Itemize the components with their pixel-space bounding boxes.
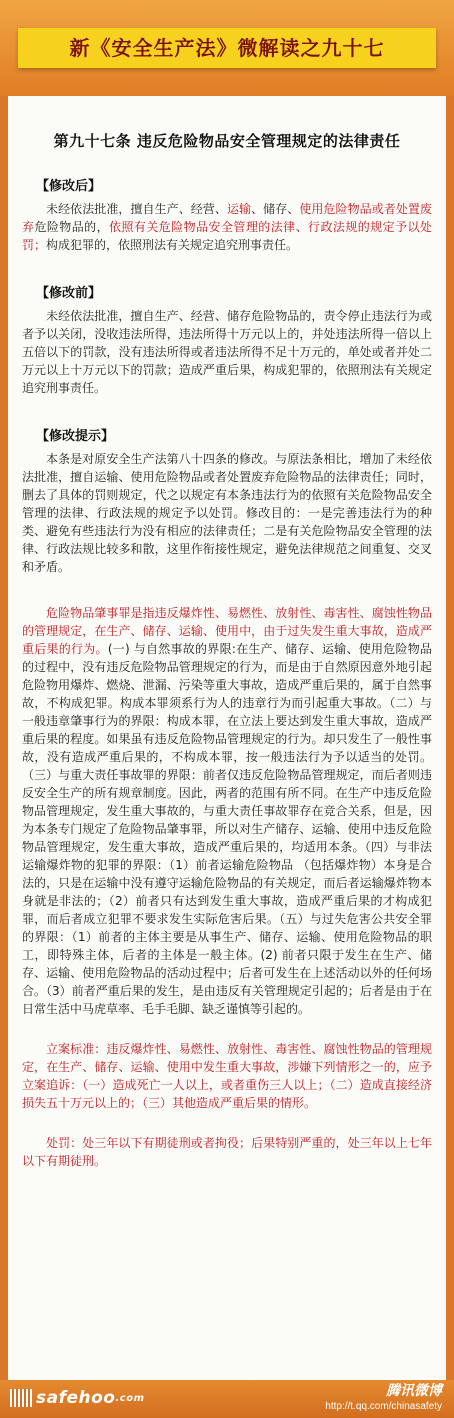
article-title: 第九十七条 违反危险物品安全管理规定的法律责任 bbox=[53, 132, 401, 150]
header-banner bbox=[0, 0, 454, 96]
paragraph-after bbox=[22, 200, 432, 254]
text-segment: 构成犯罪的，依照刑法有关规定追究刑事责任。 bbox=[46, 238, 299, 252]
paragraph-tips: 本条是对原安全生产法第八十四条的修改。与原法条相比，增加了未经依法批准，擅自运输、使用危险物品或者处置废弃危险物品的法律责任；同时，删去了具体的罚则规定，代之以规定有本条违法行为的依照有关危险物品安全管理的法律、行政法规的规定予以处罚。修改目的：一是完善违法行为的种类、避免有些违法行为没有相应的法律责任；二是有关危险物品安全管理的法律、行政法规比较多和散，这里作衔接性规定，避免法律规范之间重复、交叉和矛盾。 bbox=[22, 452, 432, 574]
text-segment: 危险物品的， bbox=[34, 220, 110, 234]
section-heading-tips: 【修改提示】 bbox=[36, 429, 115, 444]
weibo-block[interactable] bbox=[325, 1382, 442, 1414]
crime-definition-highlight: 危险物品肇事罪是指违反爆炸性、易燃性、放射性、毒害性、腐蚀性物品的管理规定，在生产、储存、运输、使用中，由于过失发生重大事故，造成严重后果的行为。 bbox=[22, 606, 432, 656]
section-heading-after: 【修改后】 bbox=[36, 179, 102, 194]
banner-title: 新《安全生产法》微解读之九十七 bbox=[18, 28, 436, 68]
logo-text: safehoo bbox=[36, 1388, 116, 1408]
paragraph-crime-definition bbox=[22, 604, 432, 1018]
paragraph-penalty: 处罚：处三年以下有期徒刑或者拘役；后果特别严重的，处三年以上七年以下有期徒刑。 bbox=[22, 1136, 432, 1168]
safehoo-logo[interactable] bbox=[10, 1386, 145, 1410]
weibo-name: 腾讯微博 bbox=[386, 1383, 442, 1399]
weibo-url[interactable]: http://t.qq.com/chinasafety bbox=[325, 1401, 442, 1412]
text-highlight: 依照有关危险物品安全管理的法律、行政法规的规定予以处罚； bbox=[22, 220, 432, 252]
text-segment: 未经依法批准，擅自生产、经营、 bbox=[46, 202, 227, 216]
article-content bbox=[8, 96, 446, 1380]
logo-stripes-icon bbox=[10, 1389, 32, 1407]
text-highlight: 使用危险物品或者处置废弃 bbox=[22, 202, 432, 234]
crime-definition-body: (一) 与自然事故的界限:在生产、储存、运输、使用危险物品的过程中，没有违反危险物品管理规定的行为，而是由于自然原因意外地引起危险物用爆炸、燃烧、泄漏、污染等重大事故，造成严重后果的，属于自然事故，不构成犯罪。构成本罪须系行为人的违章行为而引起重大事故。（二）与一般违章肇事行为的界限：构成本罪，在立法上要达到发生重大事故，造成严重后果的程度。如果虽有违反危险物品管理规定的行为。却只发生了一般性事故，没有造成严重后果的，不构成本罪，按一般违法行为予以适当的处罚。（三）与重大责任事故罪的界限：前者仅违反危险物品管理规定，而后者则违反安全生产的所有规章制度。因此，两者的范围有所不同。在生产中违反危险物品管理规定，发生重大事故的，与重大责任事故罪存在竞合关系，但是，因为本条专门规定了危险物品肇事罪，所以对生产储存、运输、使用中违反危险物品管理规定，发生重大事故，造成严重后果的，均适用本条。（四）与非法运输爆炸物的犯罪的界限：（1）前者运输危险物品 （包括爆炸物）本身是合法的，只是在运输中没有遵守运输危险物品的有关规定，而后者运输爆炸物本身就是非法的；（2）前者只有达到发生重大事故，造成严重后果的才构成犯罪，而后者成立犯罪不要求发生实际危害后果。（五）与过失危害公共安全罪的界限：（1）前者的主体主要是从事生产、储存、运输、使用危险物品的职工，即特殊主体，后者的主体是一般主体。(2) 前者只限于发生在生产、储存、运输、使用危险物品的活动过程中；后者可发生在上述活动以外的任何场合。（3）前者严重后果的发生，是由违反有关管理规定引起的；后者是由于在日常生活中马虎草率、毛手毛脚、缺乏谨慎等引起的。 bbox=[22, 642, 432, 1016]
section-heading-before: 【修改前】 bbox=[36, 286, 102, 301]
footer-bar bbox=[0, 1380, 454, 1418]
text-highlight: 运输 bbox=[226, 202, 252, 216]
logo-suffix: .com bbox=[115, 1392, 145, 1404]
paragraph-filing-standard: 立案标准：违反爆炸性、易燃性、放射性、毒害性、腐蚀性物品的管理规定，在生产、储存、运输、使用中发生重大事故，涉嫌下列情形之一的，应予立案追诉：（一）造成死亡一人以上，或者重伤三人以上；（二）造成直接经济损失五十万元以上的；（三）其他造成严重后果的情形。 bbox=[22, 1042, 432, 1110]
text-segment: 、储存、 bbox=[251, 202, 300, 216]
paragraph-before: 未经依法批准，擅自生产、经营、储存危险物品的，责令停止违法行为或者予以关闭，没收违法所得，违法所得十万元以上的，并处违法所得一倍以上五倍以下的罚款，没有违法所得或者违法所得不足十万元的，单处或者并处二万元以上十万元以下的罚款；造成严重后果，构成犯罪的，依照刑法有关规定追究刑事责任。 bbox=[22, 309, 432, 395]
